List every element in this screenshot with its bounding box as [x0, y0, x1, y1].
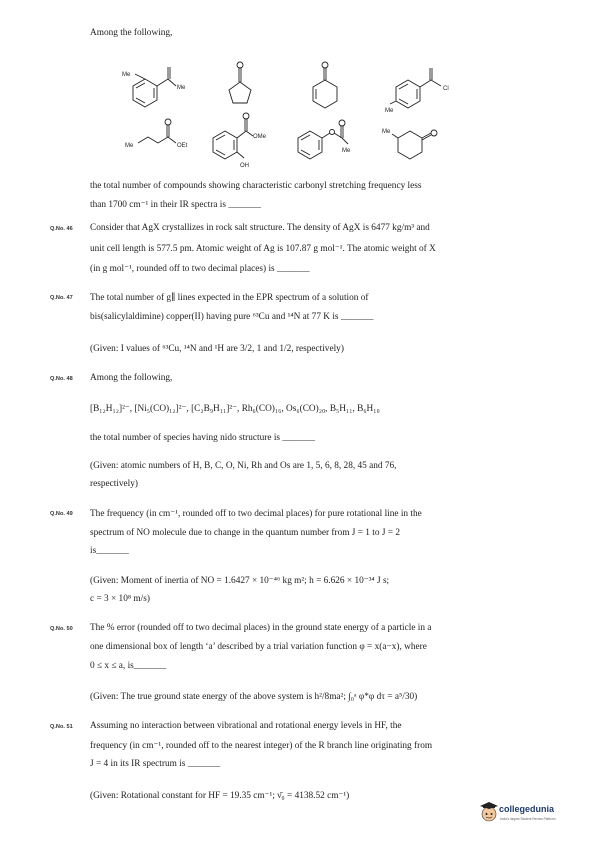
q49-line-5: c = 3 × 10⁸ m/s): [90, 594, 150, 604]
structure-7: [298, 120, 348, 159]
question-number: Q.No. 49: [50, 511, 73, 517]
question-number: Q.No. 47: [50, 295, 73, 301]
q48-line-4: (Given: atomic numbers of H, B, C, O, Ni, Rh and Os are 1, 5, 6, 8, 28, 45 and 76,: [90, 461, 397, 471]
q48-line-1: Among the following,: [90, 373, 173, 383]
q49-line-3: is_______: [90, 546, 129, 556]
q49-line-2: spectrum of NO molecule due to change in the quantum number from J = 1 to J = 2: [90, 528, 400, 538]
q45-line-2: than 1700 cm⁻¹ in their IR spectra is _______: [90, 200, 261, 210]
s7-label-a: Me: [342, 148, 351, 154]
s1-label-a: Me: [122, 72, 131, 78]
structure-2: [229, 62, 251, 103]
structure-3: [313, 62, 337, 108]
s5-label-a: Me: [125, 143, 134, 149]
structure-6: [213, 113, 253, 159]
q48-line-3: the total number of species having nido structure is _______: [90, 433, 315, 443]
mascot-icon: [480, 802, 498, 824]
q50-line-4: (Given: The true ground state energy of the above system is h²/8ma²; ∫₀ᵃ φ*φ dτ = a⁵/30): [90, 692, 418, 702]
q46-line-2: unit cell length is 577.5 pm. Atomic weight of Ag is 107.87 g mol⁻¹. The atomic weight of X: [90, 244, 436, 254]
q47-line-2: bis(salicylaldimine) copper(II) having pure ⁶³Cu and ¹⁴N at 77 K is _______: [90, 312, 374, 322]
q50-line-2: one dimensional box of length ‘a’ described by a trial variation function φ = x(a−x), where: [90, 642, 427, 652]
q49-line-1: The frequency (in cm⁻¹, rounded off to two decimal places) for pure rotational line in the: [90, 509, 422, 519]
structure-4: [390, 68, 441, 108]
q48-line-2: [B₁₂H₁₂]²⁻, [Ni₅(CO)₁₂]²⁻, [C₂B₉H₁₁]²⁻, Rh₆(CO)₁₆, Os₆(CO)₂₀, B₅H₁₁, B₆H₁₀: [90, 404, 380, 414]
q47-line-1: The total number of g∥ lines expected in the EPR spectrum of a solution of: [90, 293, 369, 303]
structure-5: [138, 119, 176, 143]
s8-label-a: Me: [382, 129, 391, 135]
q50-line-1: The % error (rounded off to two decimal places) in the ground state energy of a particle in a: [90, 623, 432, 633]
logo-name: collegedunia: [499, 804, 555, 814]
q50-line-3: 0 ≤ x ≤ a, is_______: [90, 661, 167, 671]
structure-1: [133, 67, 176, 107]
s5-label-b: OEt: [177, 143, 188, 149]
q49-line-4: (Given: Moment of inertia of NO = 1.6427 × 10⁻⁴⁶ kg m²; h = 6.626 × 10⁻³⁴ J s;: [90, 576, 390, 586]
q47-line-3: (Given: I values of ⁶³Cu, ¹⁴N and ¹H are 3/2, 1 and 1/2, respectively): [90, 344, 344, 354]
s6-label-b: OH: [240, 163, 249, 169]
intro-text: Among the following,: [90, 28, 173, 38]
q46-line-3: (in g mol⁻¹, rounded off to two decimal places) is _______: [90, 264, 310, 274]
q51-line-4: (Given: Rotational constant for HF = 19.35 cm⁻¹; ν̄₀ = 4138.52 cm⁻¹): [90, 791, 350, 801]
q45-line-1: the total number of compounds showing characteristic carbonyl stretching frequency less: [90, 181, 422, 191]
question-number: Q.No. 51: [50, 724, 73, 730]
question-number: Q.No. 50: [50, 626, 73, 632]
q48-line-5: respectively): [90, 479, 139, 489]
s6-label-a: OMe: [253, 134, 267, 140]
q51-line-3: J = 4 in its IR spectrum is _______: [90, 759, 221, 769]
logo-tagline: India's largest Student Review Platform: [500, 817, 556, 821]
q51-line-2: frequency (in cm⁻¹, rounded off to the nearest integer) of the R branch line originating from: [90, 741, 433, 751]
q46-line-1: Consider that AgX crystallizes in rock salt structure. The density of AgX is 6477 kg/m³ and: [90, 223, 430, 233]
s4-label-b: Cl: [443, 86, 449, 92]
question-number: Q.No. 46: [50, 226, 73, 232]
question-number: Q.No. 48: [50, 376, 73, 382]
s1-label-b: Me: [177, 85, 186, 91]
collegedunia-logo[interactable]: [480, 800, 570, 830]
s4-label-a: Me: [385, 108, 394, 114]
structure-8: [392, 130, 437, 159]
q51-line-1: Assuming no interaction between vibrational and rotational energy levels in HF, the: [90, 721, 402, 731]
